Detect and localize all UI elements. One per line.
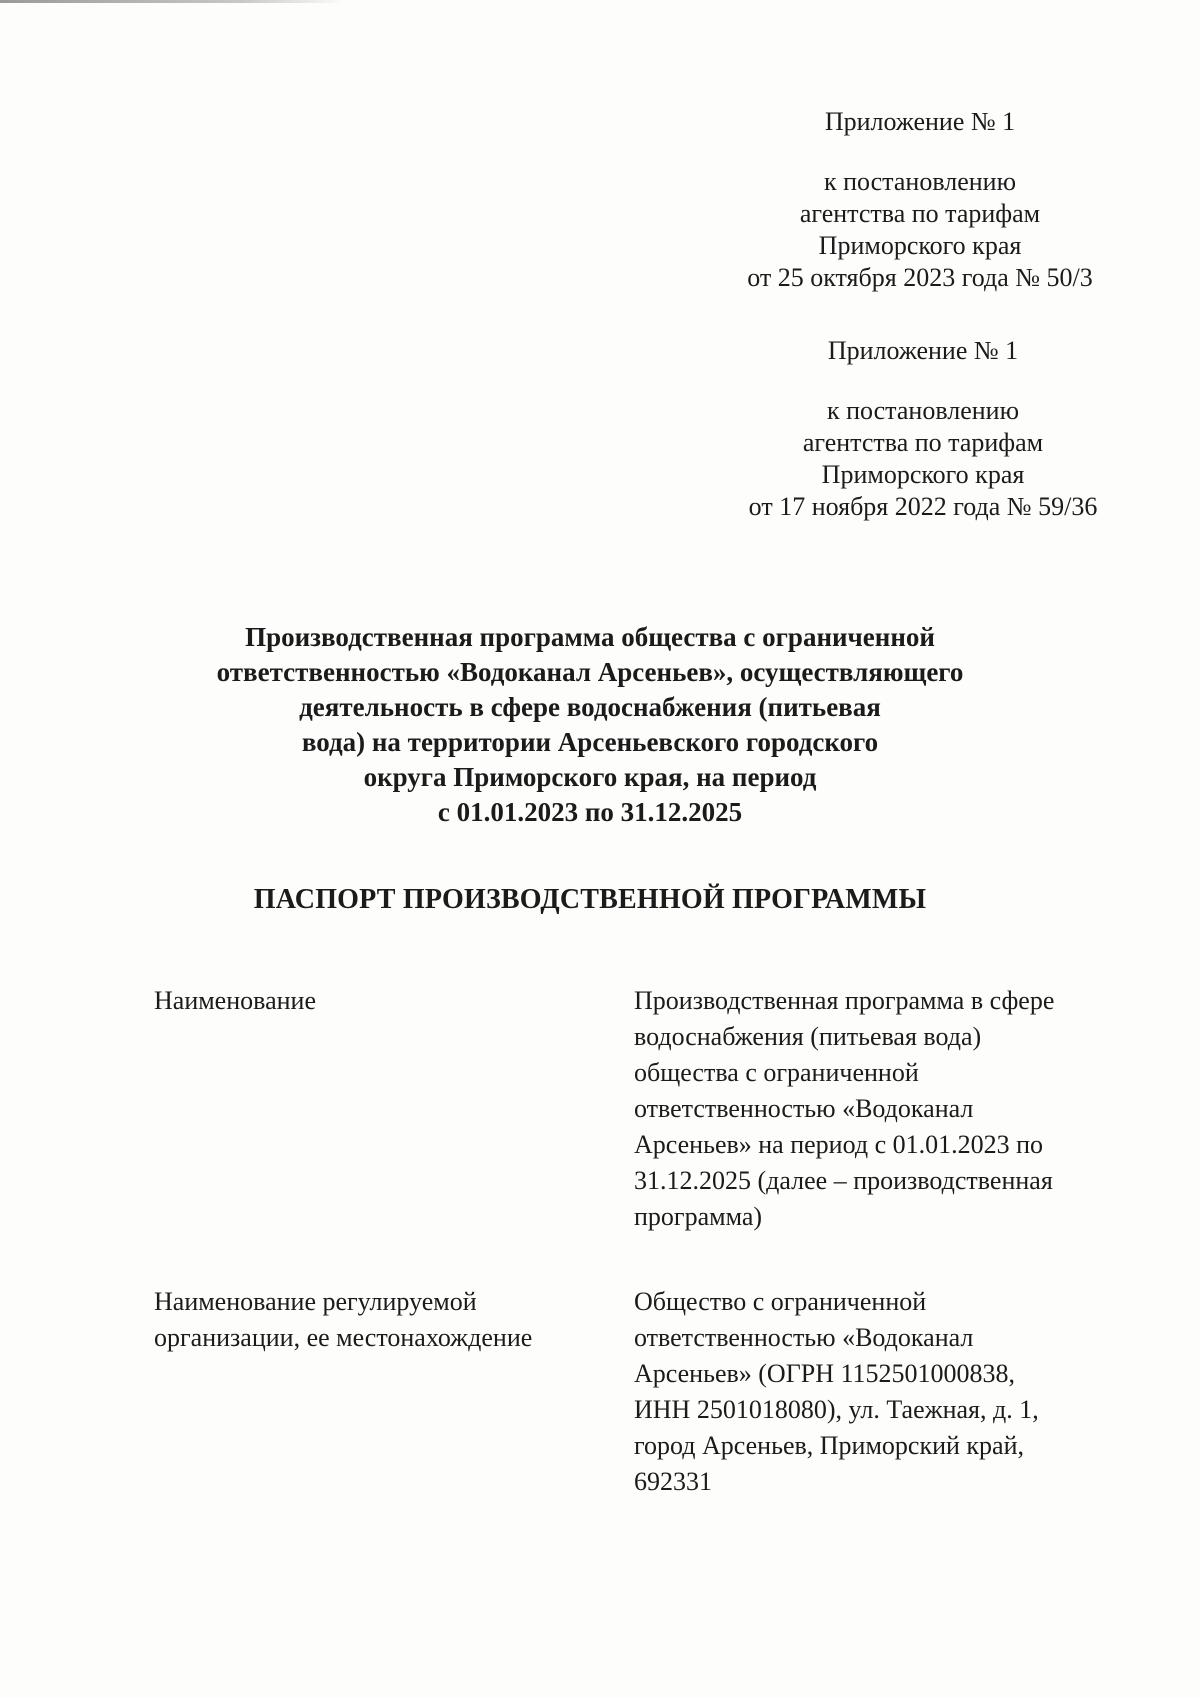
program-title [150,620,1030,830]
passport-row-value [634,1284,1104,1500]
passport-row-label [154,1284,594,1356]
value-line: общества с ограниченной [634,1058,919,1087]
appendix-date-line: от 17 ноября 2022 года № 59/36 [748,492,1098,521]
program-title-line: вода) на территории Арсеньевского городского [301,727,879,757]
value-line: ИНН 2501018080), ул. Таежная, д. 1, [634,1395,1039,1424]
value-line: город Арсеньев, Приморский край, [634,1431,1024,1460]
appendix-current-block [710,106,1130,294]
value-line: Производственная программа в сфере [634,986,1055,1015]
appendix-line: к постановлению [823,167,1017,196]
appendix-line: агентства по тарифам [802,428,1044,457]
program-title-line: ответственностью «Водоканал Арсеньев», осуществляющего [216,657,964,687]
appendix-line: агентства по тарифам [799,199,1041,228]
value-line: программа) [634,1202,763,1231]
value-line: 692331 [634,1467,712,1496]
program-title-line: Производственная программа общества с ограниченной [245,622,935,652]
program-title-line: деятельность в сфере водоснабжения (питьевая [299,692,881,722]
value-line: ответственностью «Водоканал [634,1094,974,1123]
value-line: Общество с ограниченной [634,1287,927,1316]
value-line: ответственностью «Водоканал [634,1323,974,1352]
label-line: организации, ее местонахождение [154,1323,533,1352]
appendix-title: Приложение № 1 [824,107,1016,136]
appendix-date-line: от 25 октября 2023 года № 50/3 [747,263,1093,292]
passport-heading: ПАСПОРТ ПРОИЗВОДСТВЕННОЙ ПРОГРАММЫ [253,884,927,915]
label-line: Наименование [154,986,316,1015]
value-line: Арсеньев» на период с 01.01.2023 по [634,1130,1044,1159]
program-title-line: округа Приморского края, на период [363,762,817,792]
appendix-line: Приморского края [818,231,1022,260]
appendix-line: к постановлению [826,396,1020,425]
appendix-previous-block [713,335,1133,523]
scan-edge-mark [0,0,345,3]
appendix-line: Приморского края [821,460,1025,489]
value-line: Арсеньев» (ОГРН 1152501000838, [634,1359,1015,1388]
value-line: водоснабжения (питьевая вода) [634,1022,982,1051]
appendix-title: Приложение № 1 [827,336,1019,365]
passport-row-value [634,983,1104,1235]
value-line: 31.12.2025 (далее – производственная [634,1166,1053,1195]
program-title-line: с 01.01.2023 по 31.12.2025 [437,797,743,827]
passport-row-label [154,983,594,1019]
label-line: Наименование регулируемой [154,1287,477,1316]
